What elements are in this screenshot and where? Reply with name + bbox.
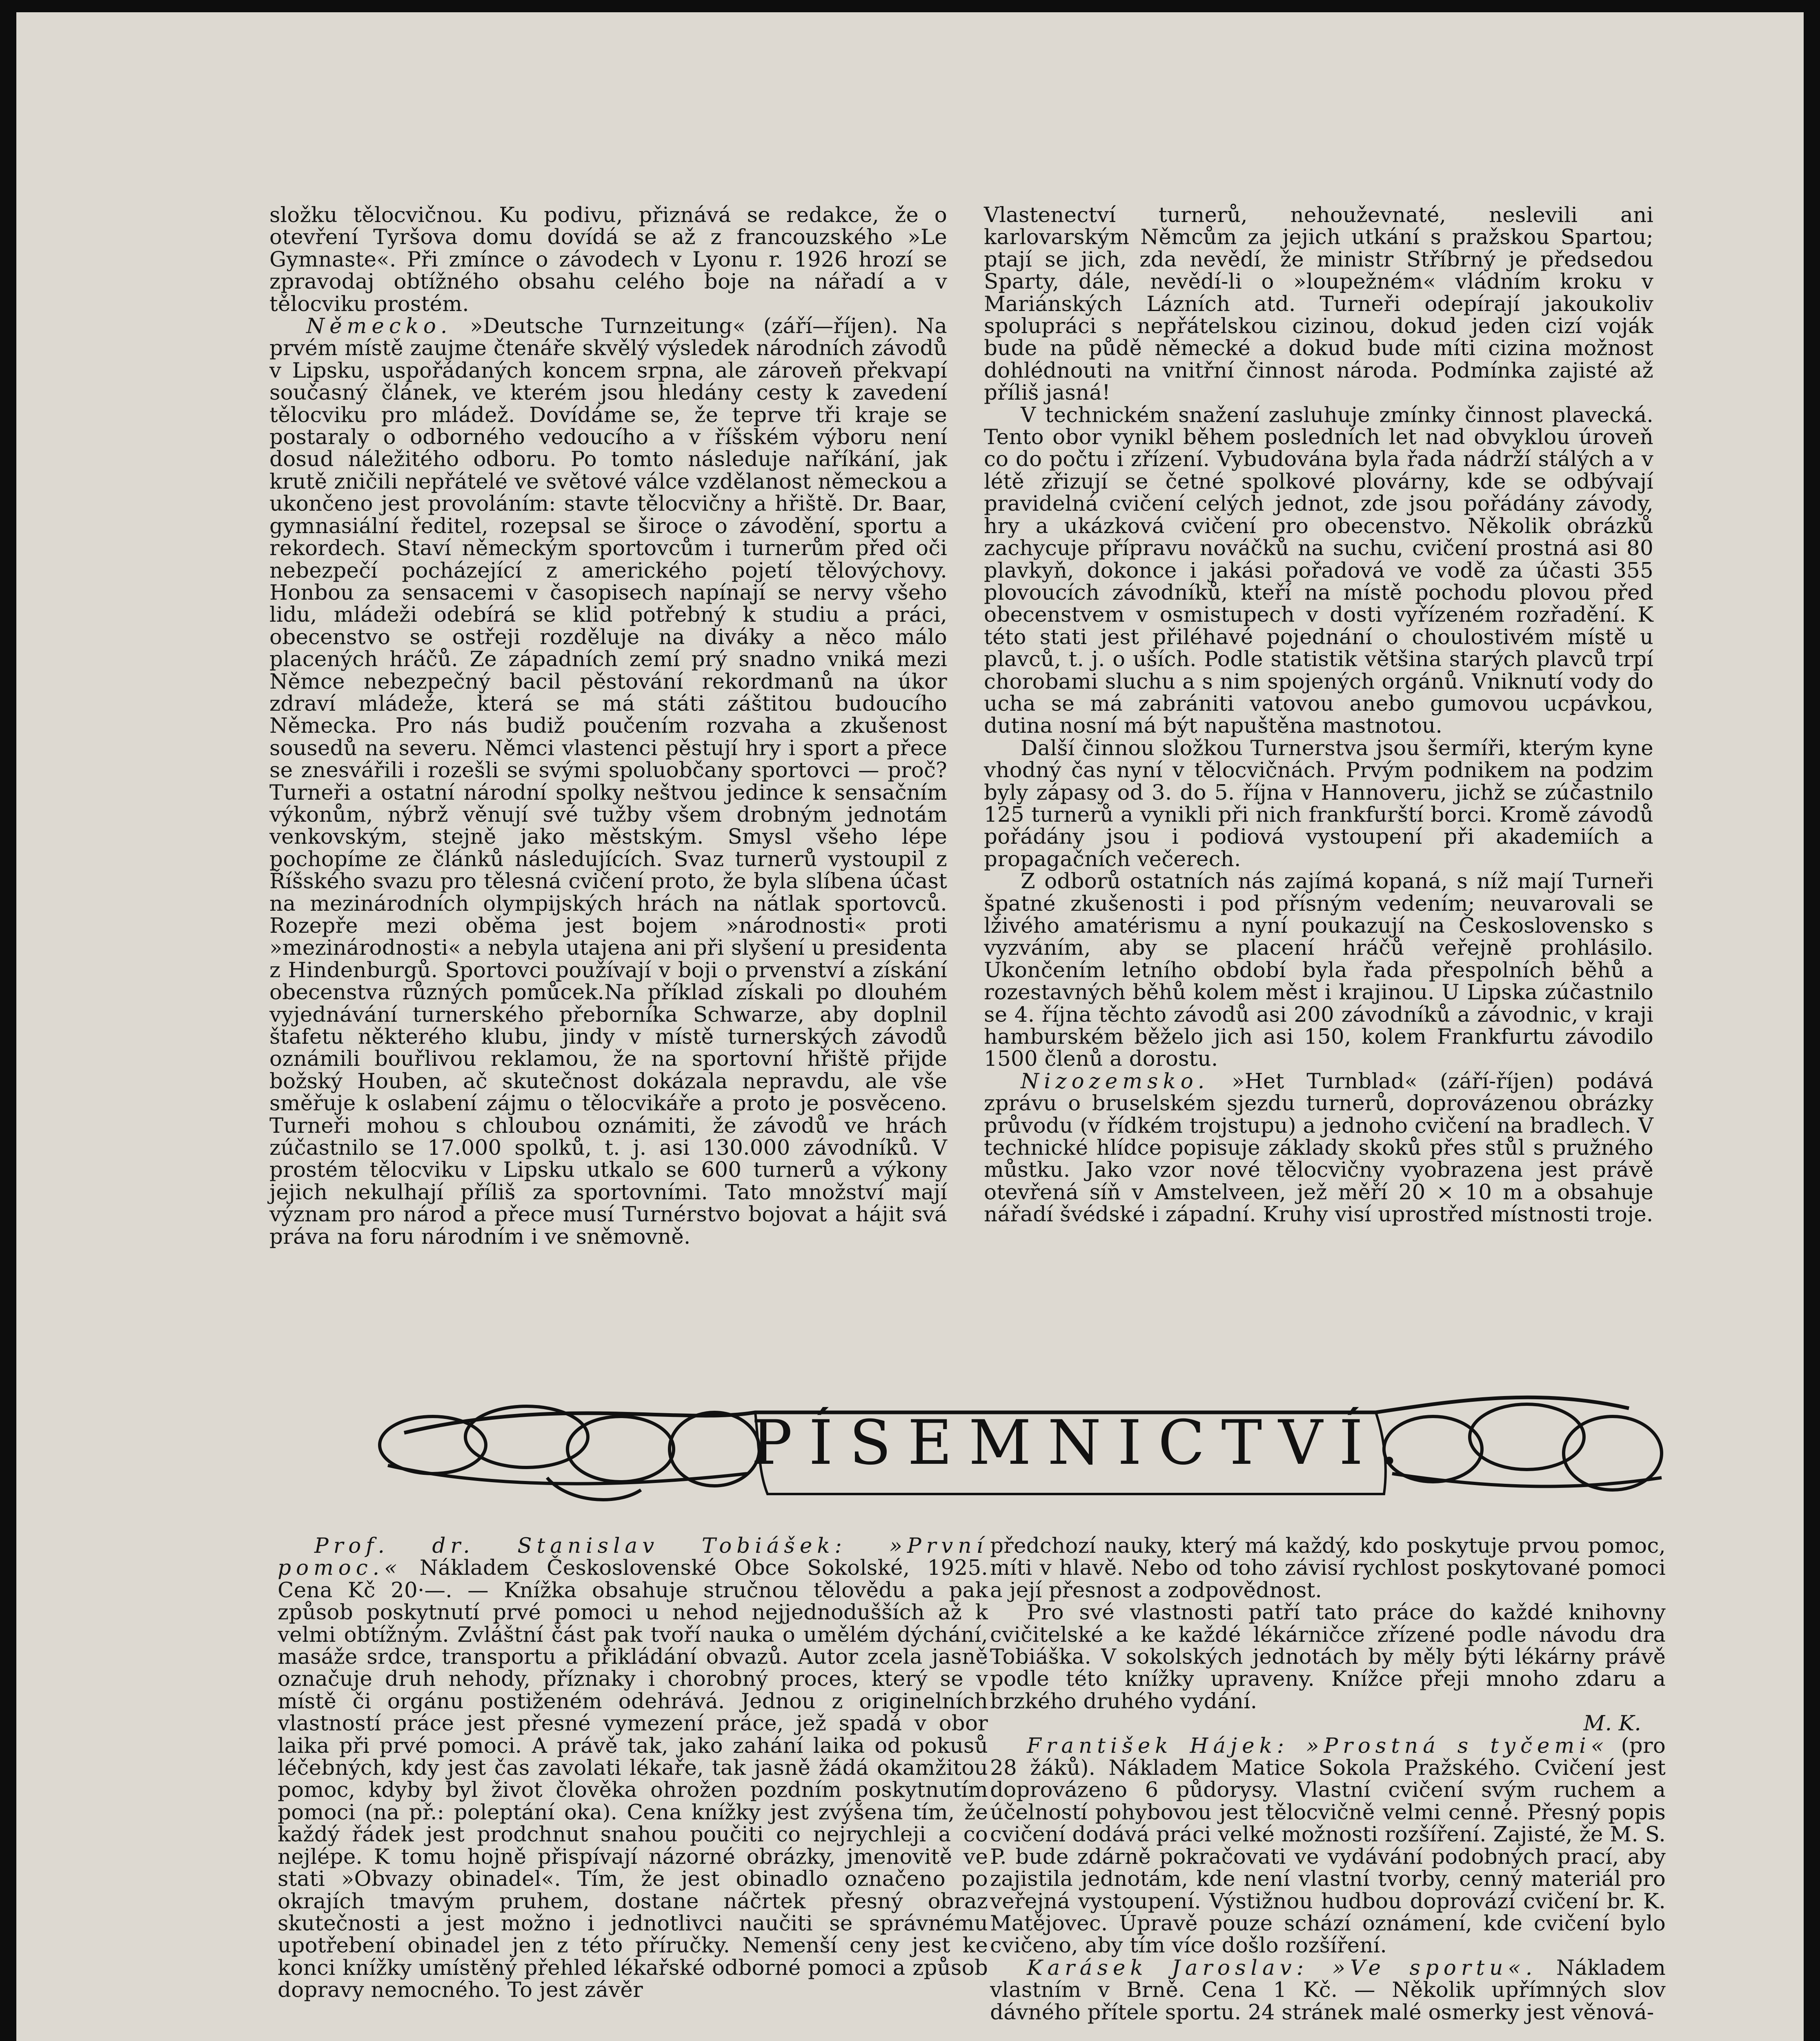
review-paragraph: Karásek Jaroslav: »Ve sportu«. Nákladem vlastním v Brně. Cena 1 Kč. — Několik upřímných slov dávného přítele sportu. 24 stránek malé osmerky jest věnová- xyxy=(990,1955,1666,2025)
column-top-left xyxy=(269,204,947,1248)
paragraph: Další činnou složkou Turnerstva jsou šermíři, kterým kyne vhodný čas nyní v tělocvičnách. Prvým podnikem na podzim byly zápasy od 3. do 5. října v Hannoveru, jichž se zúčastnilo 125 turnerů a vynikli při nich frankfurští borci. Kromě závodů pořádány jsou i podiová vystoupení při akademiích a propagačních večerech. xyxy=(984,736,1653,872)
paragraph: Nizozemsko. »Het Turnblad« (září-říjen) podává zprávu o bruselském sjezdu turnerů, doprovázenou obrázky průvodu (v řídkém trojstupu) a jednoho cvičení na bradlech. V technické hlídce popisuje základy skoků přes stůl s pružného můstku. Jako vzor nové tělocvičny vyobrazena jest právě otevřená síň v Amstelveen, jež měří 20 × 10 m a obsahuje nářadí švédské i západní. Kruhy visí uprostřed místnosti troje. xyxy=(984,1069,1653,1227)
author-signature: M. K. xyxy=(1583,1711,1641,1736)
paragraph: Z odborů ostatních nás zajímá kopaná, s níž mají Turneři špatné zkušenosti i pod přísným vedením; neuvarovali se lživého amatérismu a nyní poukazují na Československo s vyzváním, aby se placení hráčů veřejně prohlásilo. Ukončením letního období byla řada přespolních běhů a rozestavných běhů kolem měst i krajinou. U Lipska zúčastnilo se 4. října těchto závodů asi 200 závodníků a závodnic, v kraji hamburském běželo jich asi 150, kolem Frankfurtu závodilo 1500 členů a dorostu. xyxy=(984,869,1653,1072)
magazine-page xyxy=(16,12,1804,2041)
column-bottom-right xyxy=(990,1535,1666,2023)
country-lead: Nizozemsko. xyxy=(1021,1069,1210,1094)
section-heading: PÍSEMNICTVÍ. xyxy=(751,1407,1415,1479)
paragraph: Německo. »Deutsche Turnzeitung« (září—říjen). Na prvém místě zaujme čtenáře skvělý výsledek národních závodů v Lipsku, uspořádaných koncem srpna, ale zároveň překvapí současný článek, ve kterém jsou hledány cesty k zavedení tělocviku pro mládež. Dovídáme se, že teprve tři kraje se postaraly o odborného vedoucího a v říšském výboru není dosud náležitého odboru. Po tomto následuje naříkání, jak krutě zničili nepřátelé ve světové válce vzdělanost německou a ukončeno jest provoláním: stavte tělocvičny a hřiště. Dr. Baar, gymnasiální ředitel, rozepsal se široce o závodění, sportu a rekordech. Staví německým sportovcům i turnerům před oči nebezpečí pocházející z amerického pojetí tělovýchovy. Honbou za sensacemi v časopisech napínají se nervy všeho lidu, mládeži odebírá se klid potřebný k studiu a práci, obecenstvo se ostřeji rozděluje na diváky a něco málo placených hráčů. Ze západních zemí prý snadno vniká mezi Němce nebezpečný bacil pěstování rekordmanů na úkor zdraví mládeže, která se má státi záštitou budoucího Německa. Pro nás budiž poučením rozvaha a zkušenost sousedů na severu. Němci vlastenci pěstují hry i sport a přece se znesvářili i rozešli se svými spoluobčany sportovci — proč? Turneři a ostatní národní spolky neštvou jedince k sensačním výkonům, nýbrž věnují své tužby všem drobným jednotám venkovským, stejně jako městským. Smysl všeho lépe pochopíme ze článků následujících. Svaz turnerů vystoupil z Říšského svazu pro tělesná cvičení proto, že byla slíbena účast na mezinárodních olympijských hrách na nátlak sportovců. Rozepře mezi oběma jest bojem »národnosti« proti »mezinárodnosti« a nebyla utajena ani při slyšení u presidenta z Hindenburgů. Sportovci používají v boji o prvenství a získání obecenstva různých pomůcek.Na příklad získali po dlouhém vyjednávání turnerského přeborníka Schwarze, aby doplnil štafetu některého klubu, jindy v místě turnerských závodů oznámili bouřlivou reklamou, že na sportovní hřiště přijde božský Houben, ač skutečnost dokázala nepravdu, ale vše směřuje k oslabení zájmu o tělocvikáře a proto je posvěceno. Turneři mohou s chloubou oznámiti, že závodů ve hrách zúčastnilo se 17.000 spolků, t. j. asi 130.000 závodníků. V prostém tělocviku v Lipsku utkalo se 600 turnerů a výkony jejich nekulhají příliš za sportovními. Tato množství mají význam pro národ a přece musí Turnérstvo bojovat a hájit svá práva na foru národním i ve sněmovně. xyxy=(269,314,947,1249)
paragraph: Vlastenectví turnerů, nehouževnaté, neslevili ani karlovarským Němcům za jejich utkání s pražskou Spartou; ptají se jich, zda nevědí, že ministr Stříbrný je předsedou Sparty, dále, nevědí-li o »loupežném« vládním kroku v Mariánských Lázních atd. Turneři odepírají jakoukoliv spolupráci s nepřátelskou cizinou, dokud jeden cizí voják bude na půdě německé a dokud bude míti cizina možnost dohlédnouti na vnitřní činnost národa. Podmínka zajisté až příliš jasná! xyxy=(984,203,1653,405)
column-bottom-left xyxy=(278,1535,988,2001)
paragraph: V technickém snažení zasluhuje zmínky činnost plavecká. Tento obor vynikl během posledních let nad obvyklou úroveň co do počtu i zřízení. Vybudována byla řada nádrží stálých a v létě zřizují se četné spolkové plovárny, kde se odbývají pravidelná cvičení celých jednot, zde jsou pořádány závody, hry a ukázková cvičení pro obecenstvo. Několik obrázků zachycuje přípravu nováčků na suchu, cvičení prostná asi 80 plavkyň, dokonce i jakási pořadová ve vodě za účasti 355 plovoucích závodníků, kteří na místě pochodu plovou před obecenstvem v osmistupech v dosti vyřízeném rozřadění. K této stati jest přiléhavé pojednání o choulostivém místě u plavců, t. j. o uších. Podle statistik většina starých plavců trpí chorobami sluchu a s nim spojených orgánů. Vniknutí vody do ucha se má zabrániti vatovou anebo gumovou ucpávkou, dutina nosní má být napuštěna mastnotou. xyxy=(984,402,1653,738)
ornament-leaves-left xyxy=(380,1406,759,1500)
review-lead: Prof. dr. Stanislav Tobiášek: »První pomoc.« xyxy=(278,1534,988,1581)
review-lead: Karásek Jaroslav: »Ve sportu«. xyxy=(1027,1955,1537,1980)
paragraph: složku tělocvičnou. Ku podivu, přiznává se redakce, že o otevření Tyršova domu dovídá se až z francouzského »Le Gymnaste«. Při zmínce o závodech v Lyonu r. 1926 hrozí se zpravodaj obtížného obsahu celého boje na nářadí a v tělocviku prostém. xyxy=(269,203,947,316)
paragraph: Pro své vlastnosti patří tato práce do každé knihovny cvičitelské a ke každé lékárničce zřízené podle návodu dra Tobiáška. V sokolských jednotách by měly býti lékárny právě podle této knížky upraveny. Knížce přeji mnoho zdaru a brzkého druhého vydání. M. K. xyxy=(990,1600,1666,1736)
country-lead: Německo. xyxy=(306,314,452,339)
review-paragraph: František Hájek: »Prostná s tyčemi« (pro 28 žáků). Nákladem Matice Sokola Pražského. Cvičení jest doprovázeno 6 půdorysy. Vlastní cvičení svým ruchem a účelností pohybovou jest tělocvičně velmi cenné. Přesný popis cvičení dodává práci velké možnosti rozšíření. Zajisté, že M. S. P. bude zdárně pokračovati ve vydávání podobných prací, aby zajistila jednotám, kde není vlastní tvorby, cenný materiál pro veřejná vystoupení. Výstižnou hudbou doprovází cvičení br. K. Matějovec. Úpravě pouze schází oznámení, kde cvičení bylo cvičeno, aby tím více došlo rozšíření. xyxy=(990,1733,1666,1958)
review-paragraph: Prof. dr. Stanislav Tobiášek: »První pomoc.« Nákladem Československé Obce Sokolské, 1925. Cena Kč 20·—. — Knížka obsahuje stručnou tělovědu a pak způsob poskytnutí prvé pomoci u nehod nejjednodušších až k velmi obtížným. Zvláštní část pak tvoří nauka o umělém dýchání, masáže srdce, transportu a přikládání obvazů. Autor zcela jasně označuje druh nehody, příznaky i chorobný proces, který se v místě či orgánu postiženém odehrává. Jednou z originelních vlastností práce jest přesné vymezení práce, jež spadá v obor laika při prvé pomoci. A právě tak, jako zahání laika od pokusů léčebných, kdy jest čas zavolati lékaře, tak jasně žádá okamžitou pomoc, kdyby byl život člověka ohrožen pozdním poskytnutím pomoci (na př.: poleptání oka). Cena knížky jest zvýšena tím, že každý řádek jest prodchnut snahou poučiti co nejrychleji a co nejlépe. K tomu hojně přispívají názorné obrázky, jmenovitě ve stati »Obvazy obinadel«. Tím, že jest obinadlo označeno po okrajích tmavým pruhem, dostane náčrtek přesný obraz skutečnosti a jest možno i jednotlivci naučiti se správnému upotřebení obinadel jen z této příručky. Nemenší ceny jest ke konci knížky umístěný přehled lékařské odborné pomoci a způsob dopravy nemocného. To jest závěr xyxy=(278,1534,988,2003)
ornament-leaves-right xyxy=(1384,1404,1662,1490)
paragraph: předchozí nauky, který má každý, kdo poskytuje prvou pomoc, míti v hlavě. Nebo od toho závisí rychlost poskytované pomoci a její přesnost a zodpovědnost. xyxy=(990,1534,1666,1603)
review-lead: František Hájek: »Prostná s tyčemi« xyxy=(1027,1733,1609,1758)
column-top-right xyxy=(984,204,1653,1226)
